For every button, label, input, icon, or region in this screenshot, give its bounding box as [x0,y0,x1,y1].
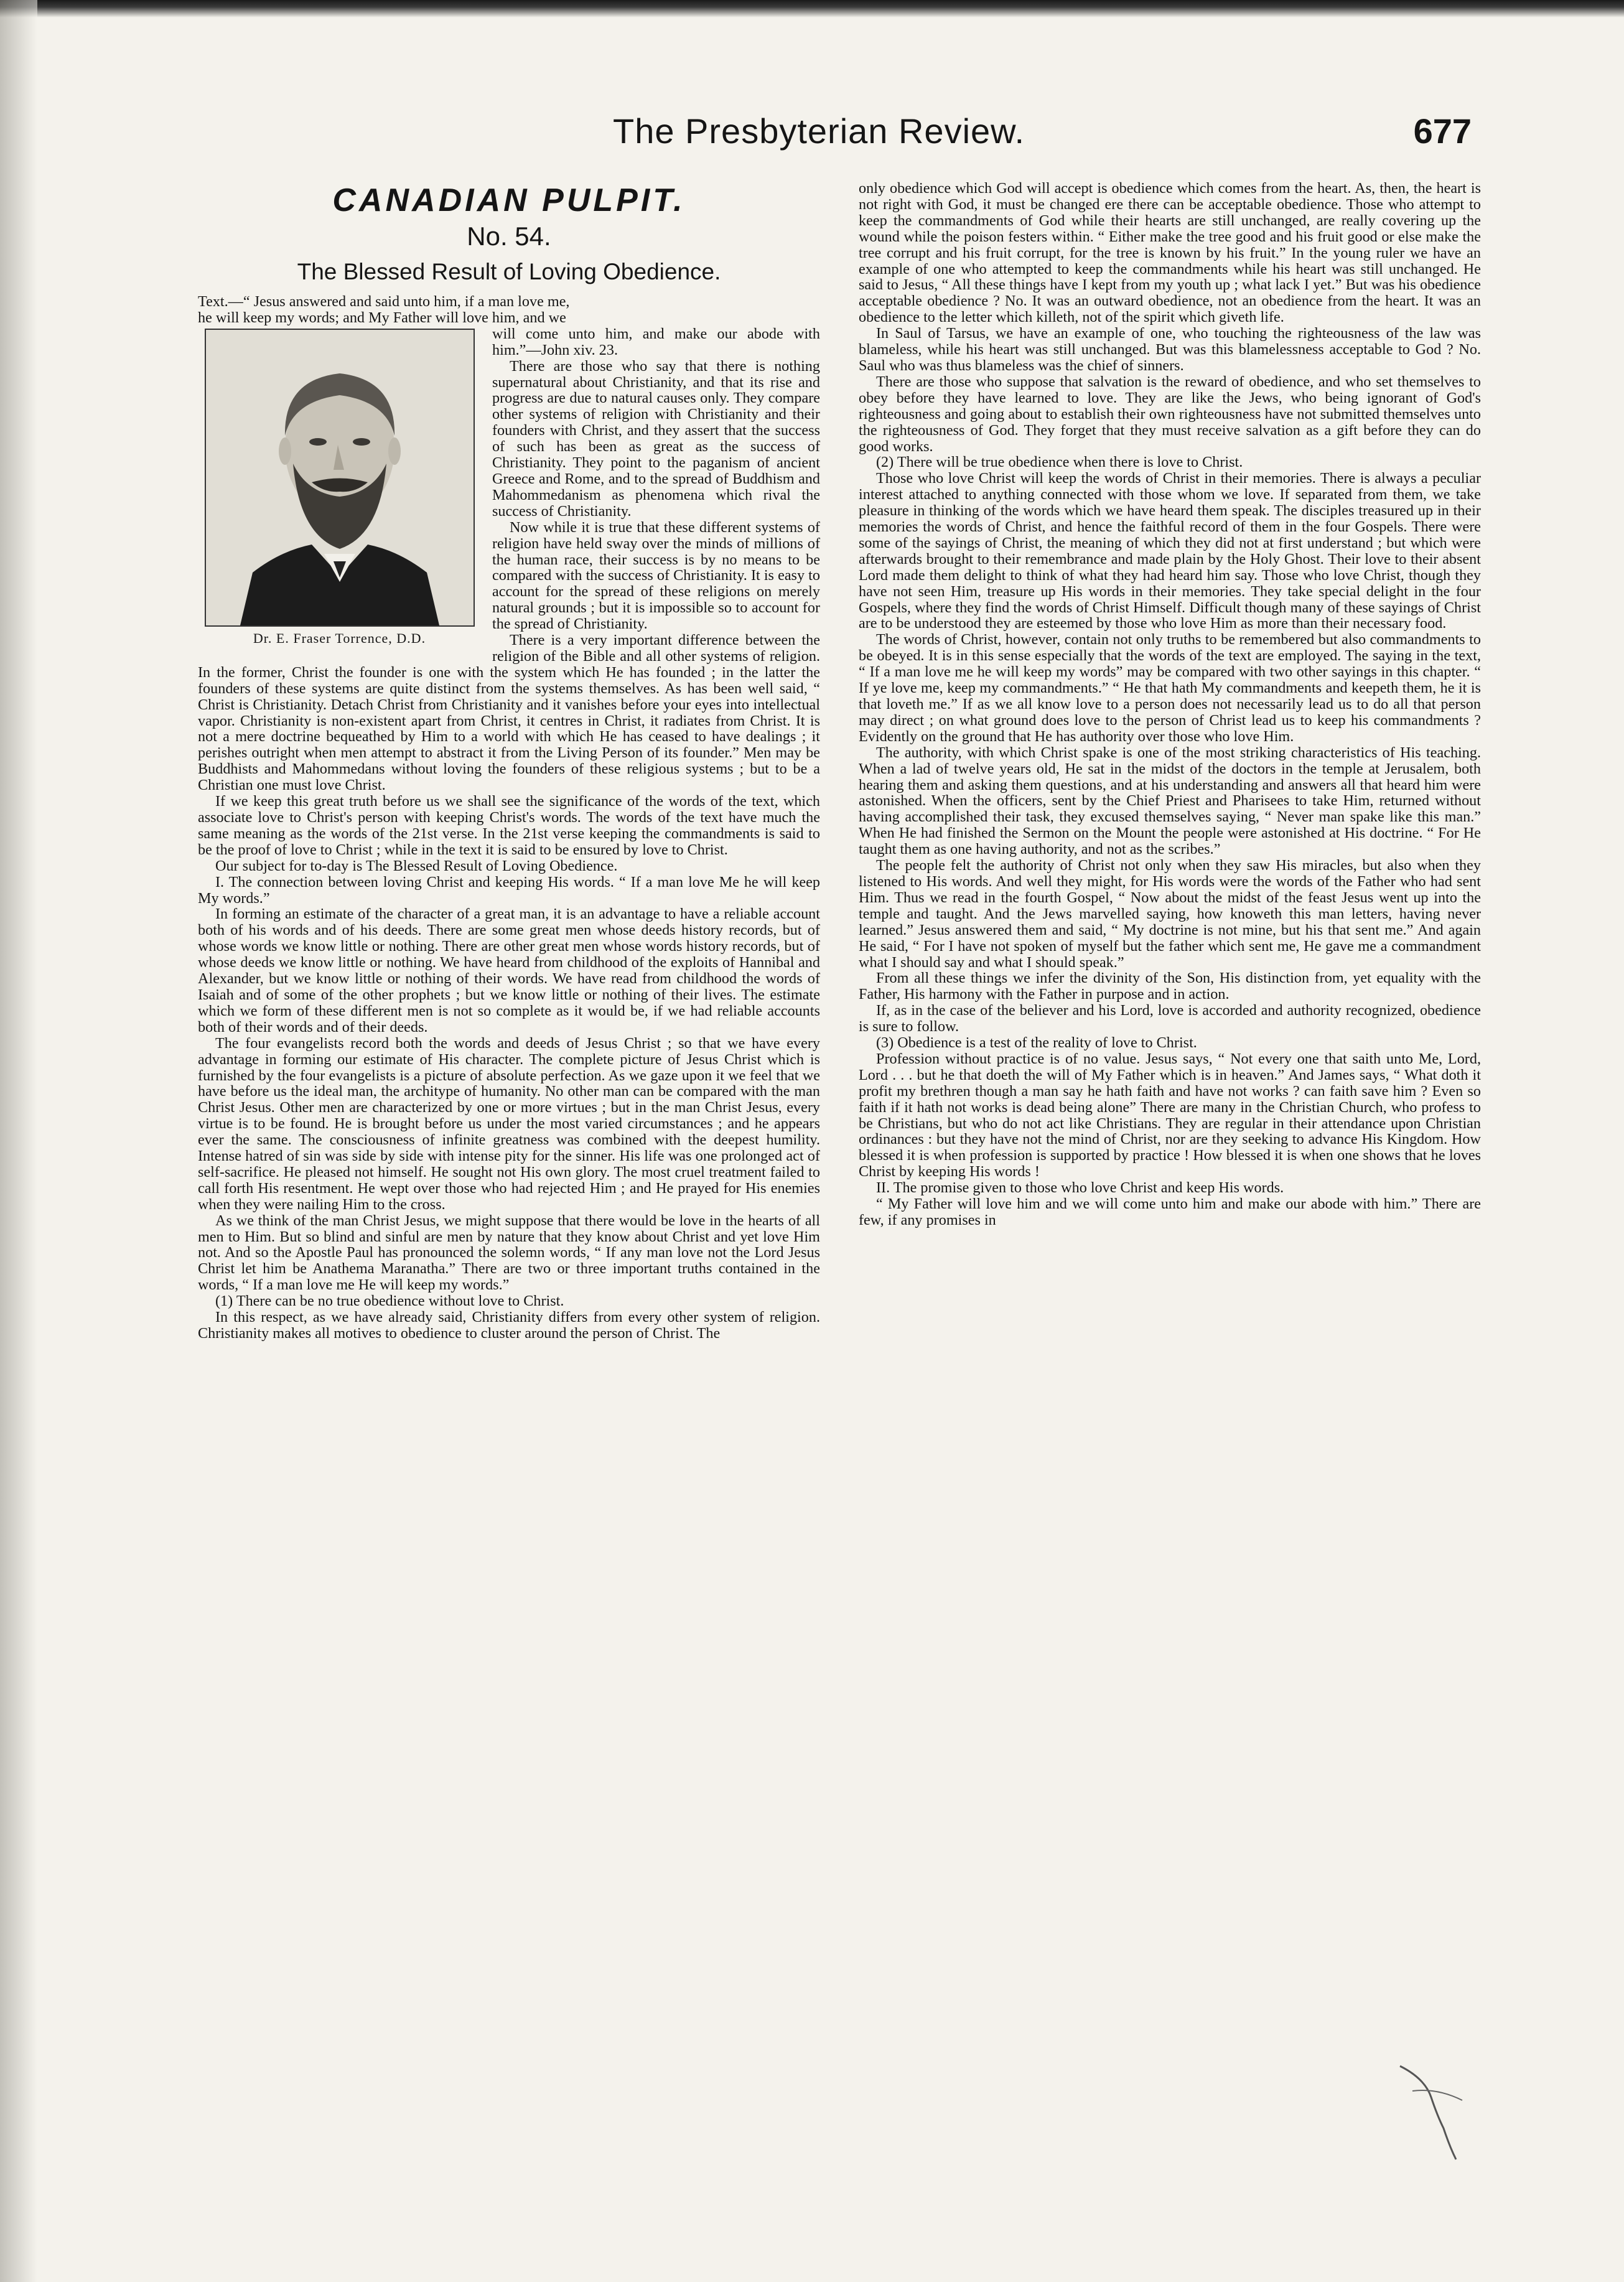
paragraph: “ My Father will love him and we will come unto him and make our abode with him.” There are few, if any promises in [859,1195,1481,1228]
paragraph: The four evangelists record both the words and deeds of Jesus Christ ; so that we have every advantage in forming our estimate of His character. The complete picture of Jesus Christ which is furnished by the four evangelists is a picture of absolute perfection. As we gaze upon it we feel that we have before us the ideal man, the architype of humanity. No other man can be compared with the man Christ Jesus. Other men are characterized by one or more virtues ; but in the man Christ Jesus, every virtue is to be found. He is brought before us under the most varied circumstances ; and he appears ever the same. The consciousness of infinite greatness was combined with the deepest humility. Intense hatred of sin was side by side with intense pity for the sinner. His life was one prolonged act of self-sacrifice. He pleased not himself. He sought not His own glory. The most cruel treatment failed to call forth His resentment. He wept over those who had rejected Him ; and He prayed for His enemies when they were nailing Him to the cross. [198,1034,820,1213]
paragraph: In this respect, as we have already said, Christianity differs from every other system of religion. Christianity makes all motives to obedience to cluster around the person of Christ. The [198,1309,820,1342]
paragraph: I. The connection between loving Christ and keeping His words. “ If a man love Me he will keep My words.” [198,873,820,907]
paragraph: The words of Christ, however, contain not only truths to be remembered but also commandments to be obeyed. It is in this sense especially that the words of the text are employed. The saying in the text, “ If a man love me he will keep my words” may be compared with two other sayings in this chapter. “ If ye love me, keep my commandments.” “ He that hath My commandments and keepeth them, he it is that loveth me.” If as we all know love to a person does not necessarily lead us to do all that person may direct ; on what ground does love to the person of Christ lead us to keep his commandments ? Evidently on the ground that He has authority over those who love Him. [859,631,1481,745]
paragraph: (2) There will be true obedience when there is love to Christ. [876,454,1243,471]
paragraph: If, as in the case of the believer and his Lord, love is accorded and authority recognized, obedience is sure to follow. [859,1002,1481,1036]
paragraph: Profession without practice is of no value. Jesus says, “ Not every one that saith unto Me, Lord, Lord . . . but he that doeth the will of My Father which is in heaven.” And James says, “ What doth it profit my brethren though a man say he hath faith and have not works ? can faith save him ? Even so faith if it hath not works is dead being alone” There are many in the Christian Church, who profess to be Christians, but who do not act like Christians. They are regular in their attendance upon Christian ordinances : but they have not the mind of Christ, nor are they seeking to advance His Kingdom. How blessed it is when profession is supported by practice ! How blessed it is when one shows that he loves Christ by keeping His words ! [859,1050,1481,1181]
scripture-text-line: he will keep my words; and My Father will love him, and we [198,309,566,326]
pencil-mark-icon [1388,2054,1475,2166]
paragraph: There is a very important difference between the religion of the Bible and all other systems of religion. In the former, Christ the founder is one with the system which He has founded ; in the latter the founders of these systems are quite distinct from the systems themselves. As has been well said, “ Christ is Christianity. Detach Christ from Christianity and it vanishes before your eyes into intellectual vapor. Christianity is non-existent apart from Christ, it centres in Christ, it radiates from Christ. It is not a mere doctrine bequeathed by Him to a world with which He has ceased to have dealings ; it perishes outright when men attempt to abstract it from the Living Person of its founder.” Men may be Buddhists and Mahommedans without loving the founders of these religious systems ; but to be a Christian one must love Christ. [198,632,820,794]
page-top-edge [0,0,1624,17]
page-number: 677 [1413,111,1472,151]
paragraph: In forming an estimate of the character of a great man, it is an advantage to have a reliable account both of his words and of his deeds. There are some great men whose deeds history records, but of whose words we know little or nothing. There are other great men whose words history records, but of whose deeds we know little or nothing. We have heard from childhood of the exploits of Hannibal and Alexander, but we know little or nothing of their words. We have read from childhood the words of Isaiah and of some of the other prophets ; but we know little or nothing of their lives. The estimate which we form of these different men is not so complete as it would be, if we had reliable accounts both of their words and of their deeds. [198,905,820,1036]
paragraph: In Saul of Tarsus, we have an example of one, who touching the righteousness of the law was blameless, while his heart was still unchanged. But was this blamelessness acceptable to God ? No. Saul who was thus blameless was the chief of sinners. [859,325,1481,374]
paragraph: II. The promise given to those who love Christ and keep His words. [876,1179,1284,1197]
paragraph: There are those who say that there is nothing supernatural about Christianity, and that its rise and progress are due to natural causes only. They compare other systems of religion with Christianity and their founders with Christ, and they assert that the success of such has been as great as the success of Christianity. They point to the paganism of ancient Greece and Rome, and to the spread of Buddhism and Mahommedanism as phenomena which rival the success of Christianity. [492,357,820,520]
paragraph: Our subject for to-day is The Blessed Result of Loving Obedience. [215,857,618,874]
paragraph: The authority, with which Christ spake is one of the most striking characteristics of His teaching. When a lad of twelve years old, He sat in the midst of the doctors in the temple at Jerusalem, both hearing them and asking them questions, and at his understanding and answers all that heard him were astonished. When the officers, sent by the Chief Priest and Pharisees to take Him, returned without having accomplished their task, they excused themselves saying, “ Never man spake like this man.” When He had finished the Sermon on the Mount the people were astonished at His doctrine. “ For He taught them as one having authority, and not as the scribes.” [859,744,1481,858]
paragraph: Those who love Christ will keep the words of Christ in their memories. There is always a peculiar interest attached to anything connected with those whom we love. If separated from them, we take pleasure in thinking of the words which we have heard them speak. The disciples treasured up in their memories the words of Christ, and hence the faithful record of them in the four Gospels. There were some of the sayings of Christ, the meaning of which they did not at first understand ; but which were afterwards brought to their remembrance and made plain by the Holy Ghost. Their love to their absent Lord made them delight to think of what they had heard him say. Those who love Christ, though they have not seen Him, treasure up His words in their memories. They take special delight in the four Gospels, where they find the words of Christ Himself. Difficult though many of these sayings of Christ are to be understood they are esteemed by those who love Him as more than their necessary food. [859,470,1481,632]
paragraph: Now while it is true that these different systems of religion have held sway over the minds of millions of the human race, their success is by no means to be compared with the success of Christianity. It is easy to account for the spread of these religions on merely natural grounds ; but it is impossible so to account for the spread of Christianity. [492,518,820,633]
sermon-number: No. 54. [467,222,551,251]
portrait-image [205,329,475,627]
periodical-title: The Presbyterian Review. [613,111,1025,151]
page-left-edge [0,0,37,2282]
scripture-text-line: Text.—“ Jesus answered and said unto him, if a man love me, [198,293,570,310]
paragraph: (3) Obedience is a test of the reality of love to Christ. [876,1034,1197,1052]
page-header [613,111,1472,161]
paragraph: There are those who suppose that salvation is the reward of obedience, and who set themselves to obey before they have learned to love. They are like the Jews, who being ignorant of God's righteousness and going about to establish their own righteousness have not submitted themselves unto the righteousness of God. They forget that they must receive salvation as a gift before they can do good works. [859,373,1481,455]
sermon-title: The Blessed Result of Loving Obedience. [297,259,721,284]
paragraph: From all these things we infer the divinity of the Son, His distinction from, yet equality with the Father, His harmony with the Father in purpose and in action. [859,970,1481,1003]
paragraph: (1) There can be no true obedience without love to Christ. [215,1293,564,1310]
portrait-caption: Dr. E. Fraser Torrence, D.D. [253,630,426,646]
paragraph: As we think of the man Christ Jesus, we might suppose that there would be love in the hearts of all men to Him. But so blind and sinful are men by nature that they know about Christ and yet love Him not. And so the Apostle Paul has pronounced the solemn words, “ If any man love not the Lord Jesus Christ let him be Anathema Maranatha.” There are two or three important truths contained in the words, “ If a man love me He will keep my words.” [198,1212,820,1294]
paragraph: The people felt the authority of Christ not only when they saw His miracles, but also when they listened to His words. And well they might, for His words were the words of the Father who had sent Him. Thus we read in the fourth Gospel, “ Now about the midst of the feast Jesus went up into the temple and taught. And the Jews marvelled saying, how knoweth this man letters, having never learned.” Jesus answered them and said, “ My doctrine is not mine, but his that sent me.” And again He said, “ For I have not spoken of myself but the father which sent me, He gave me a commandment what I should say and what I should speak.” [859,857,1481,971]
paragraph: If we keep this great truth before us we shall see the significance of the words of the text, which associate love to Christ's person with keeping Christ's words. The words of the text have much the same meaning as the words of the 21st verse. In the 21st verse keeping the commandments is said to be the proof of love to Christ ; while in the text it is said to be ensured by love to Christ. [198,793,820,858]
scripture-text-line: will come unto him, and make our abode with him.”—John xiv. 23. [492,325,820,358]
section-heading: CANADIAN PULPIT. [332,182,686,218]
paragraph: only obedience which God will accept is obedience which comes from the heart. As, then, the heart is not right with God, it must be changed ere there can be acceptable obedience. Those who attempt to keep the commandments of God while their hearts are still unchanged, are really covering up the wound while the poison festers within. “ Either make the tree good and his fruit good or else make the tree corrupt and his fruit corrupt, for the tree is known by his fruit.” In the young ruler we have an example of one who attempted to keep the commandments while his heart was still unchanged. He said to Jesus, “ All these things have I kept from my youth up ; what lack I yet.” But was his obedience acceptable obedience ? No. It was an outward obedience, not an obedience from the heart. It was an obedience to the letter which killeth, not of the spirit which giveth life. [859,180,1481,326]
portrait-figure [198,329,481,647]
left-column [198,180,820,1342]
right-column [859,180,1481,1228]
